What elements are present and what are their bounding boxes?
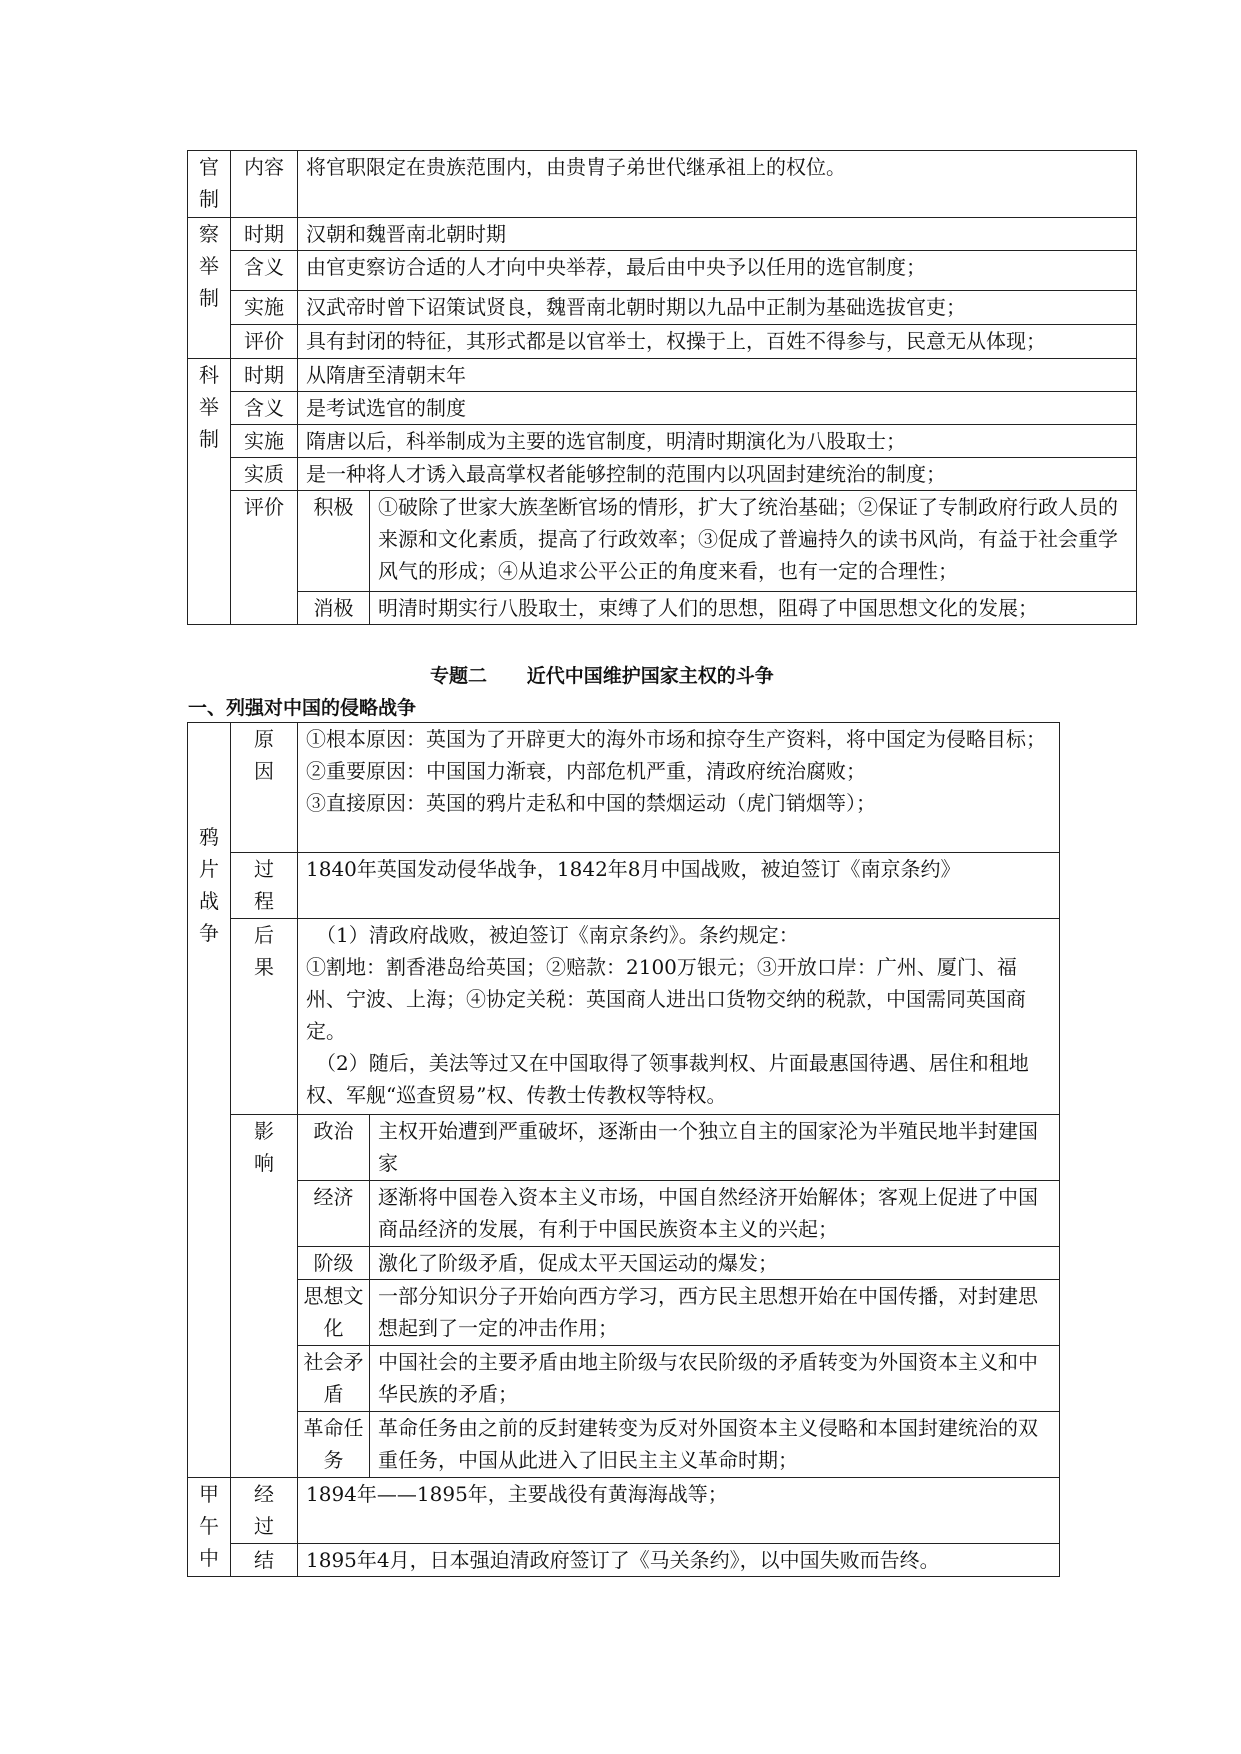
- impact-row-text: 主权开始遭到严重破坏，逐渐由一个独立自主的国家沦为半殖民地半封建国家: [370, 1115, 1060, 1181]
- result-label: 后 果: [231, 919, 298, 1115]
- category-jiawu-war: 甲 午 中: [188, 1478, 231, 1577]
- topic-name: 近代中国维护国家主权的斗争: [526, 665, 774, 687]
- row-label: 时期: [231, 218, 298, 251]
- row-label: 含义: [231, 251, 298, 291]
- row-label-evaluation: 评价: [231, 491, 298, 625]
- impact-label: 影 响: [231, 1115, 298, 1478]
- row-text: 汉朝和魏晋南北朝时期: [298, 218, 1137, 251]
- end-label: 结: [231, 1544, 298, 1577]
- row-text: 是考试选官的制度: [298, 392, 1137, 425]
- course-label: 经 过: [231, 1478, 298, 1544]
- impact-row-text: 革命任务由之前的反封建转变为反对外国资本主义侵略和本国封建统治的双重任务，中国从此进入了旧民主主义革命时期；: [370, 1412, 1060, 1478]
- row-text: 由官吏察访合适的人才向中央举荐，最后由中央予以任用的选官制度；: [298, 251, 1137, 291]
- category-guanzhi: 官 制: [188, 151, 231, 218]
- impact-row-label: 思想文化: [298, 1280, 370, 1346]
- impact-row-text: 激化了阶级矛盾，促成太平天国运动的爆发；: [370, 1247, 1060, 1280]
- row-text: 是一种将人才诱入最高掌权者能够控制的范围内以巩固封建统治的制度；: [298, 458, 1137, 491]
- positive-label: 积极: [298, 491, 370, 592]
- row-label: 内容: [231, 151, 298, 218]
- negative-label: 消极: [298, 592, 370, 625]
- result-line: （1）清政府战败，被迫签订《南京条约》。条约规定：: [316, 923, 799, 947]
- row-label: 实施: [231, 291, 298, 325]
- impact-row-label: 阶级: [298, 1247, 370, 1280]
- impact-row-text: 一部分知识分子开始向西方学习，西方民主思想开始在中国传播，对封建思想起到了一定的冲击作用；: [370, 1280, 1060, 1346]
- impact-row-label: 革命任务: [298, 1412, 370, 1478]
- end-text: 1895年4月，日本强迫清政府签订了《马关条约》，以中国失败而告终。: [298, 1544, 1060, 1577]
- positive-text: ①破除了世家大族垄断官场的情形，扩大了统治基础；②保证了专制政府行政人员的来源和文化素质，提高了行政效率；③促成了普遍持久的读书风尚，有益于社会重学风气的形成；④从追求公平公正的角度来看，也有一定的合理性；: [370, 491, 1137, 592]
- negative-text: 明清时期实行八股取士，束缚了人们的思想，阻碍了中国思想文化的发展；: [370, 592, 1137, 625]
- row-label: 实质: [231, 458, 298, 491]
- official-selection-table: [187, 150, 1137, 625]
- impact-row-text: 逐渐将中国卷入资本主义市场，中国自然经济开始解体；客观上促进了中国商品经济的发展，有利于中国民族资本主义的兴起；: [370, 1181, 1060, 1247]
- cause-line: ②重要原因：中国国力渐衰，内部危机严重，清政府统治腐败；: [306, 759, 866, 783]
- cause-line: ③直接原因：英国的鸦片走私和中国的禁烟运动（虎门销烟等）；: [306, 791, 876, 815]
- impact-row-text: 中国社会的主要矛盾由地主阶级与农民阶级的矛盾转变为外国资本主义和中华民族的矛盾；: [370, 1346, 1060, 1412]
- topic-prefix: 专题二: [430, 665, 488, 687]
- course-text: 1894年——1895年，主要战役有黄海海战等；: [298, 1478, 1060, 1544]
- row-text: 具有封闭的特征，其形式都是以官举士，权操于上，百姓不得参与，民意无从体现；: [298, 325, 1137, 359]
- cause-line: ①根本原因：英国为了开辟更大的海外市场和掠夺生产资料，将中国定为侵略目标；: [306, 727, 1046, 751]
- category-keju: 科 举 制: [188, 359, 231, 625]
- row-text: 汉武帝时曾下诏策试贤良，魏晋南北朝时期以九品中正制为基础选拔官吏；: [298, 291, 1137, 325]
- row-text: 将官职限定在贵族范围内，由贵胄子弟世代继承祖上的权位。: [298, 151, 1137, 218]
- process-text: 1840年英国发动侵华战争，1842年8月中国战败，被迫签订《南京条约》: [298, 853, 1060, 919]
- category-opium-war: 鸦 片 战 争: [188, 723, 231, 1478]
- impact-row-label: 经济: [298, 1181, 370, 1247]
- result-text: [298, 919, 1060, 1115]
- cause-text: [298, 723, 1060, 853]
- category-chaju: 察 举 制: [188, 218, 231, 359]
- impact-row-label: 社会矛盾: [298, 1346, 370, 1412]
- row-text: 从隋唐至清朝末年: [298, 359, 1137, 392]
- row-label: 时期: [231, 359, 298, 392]
- section-title: 一、列强对中国的侵略战争: [188, 697, 417, 719]
- cause-label: 原 因: [231, 723, 298, 853]
- row-label: 评价: [231, 325, 298, 359]
- row-text: 隋唐以后，科举制成为主要的选官制度，明清时期演化为八股取士；: [298, 425, 1137, 458]
- invasion-wars-table: [187, 722, 1060, 1577]
- impact-row-label: 政治: [298, 1115, 370, 1181]
- topic-title: [430, 661, 850, 688]
- row-label: 含义: [231, 392, 298, 425]
- process-label: 过 程: [231, 853, 298, 919]
- row-label: 实施: [231, 425, 298, 458]
- result-line: （2）随后，美法等过又在中国取得了领事裁判权、片面最惠国待遇、居住和租地权、军舰“巡查贸易”权、传教士传教权等特权。: [306, 1051, 1029, 1107]
- result-line: ①割地：割香港岛给英国；②赔款：2100万银元；③开放口岸：广州、厦门、福州、宁波、上海；④协定关税：英国商人进出口货物交纳的税款，中国需同英国商定。: [306, 955, 1026, 1043]
